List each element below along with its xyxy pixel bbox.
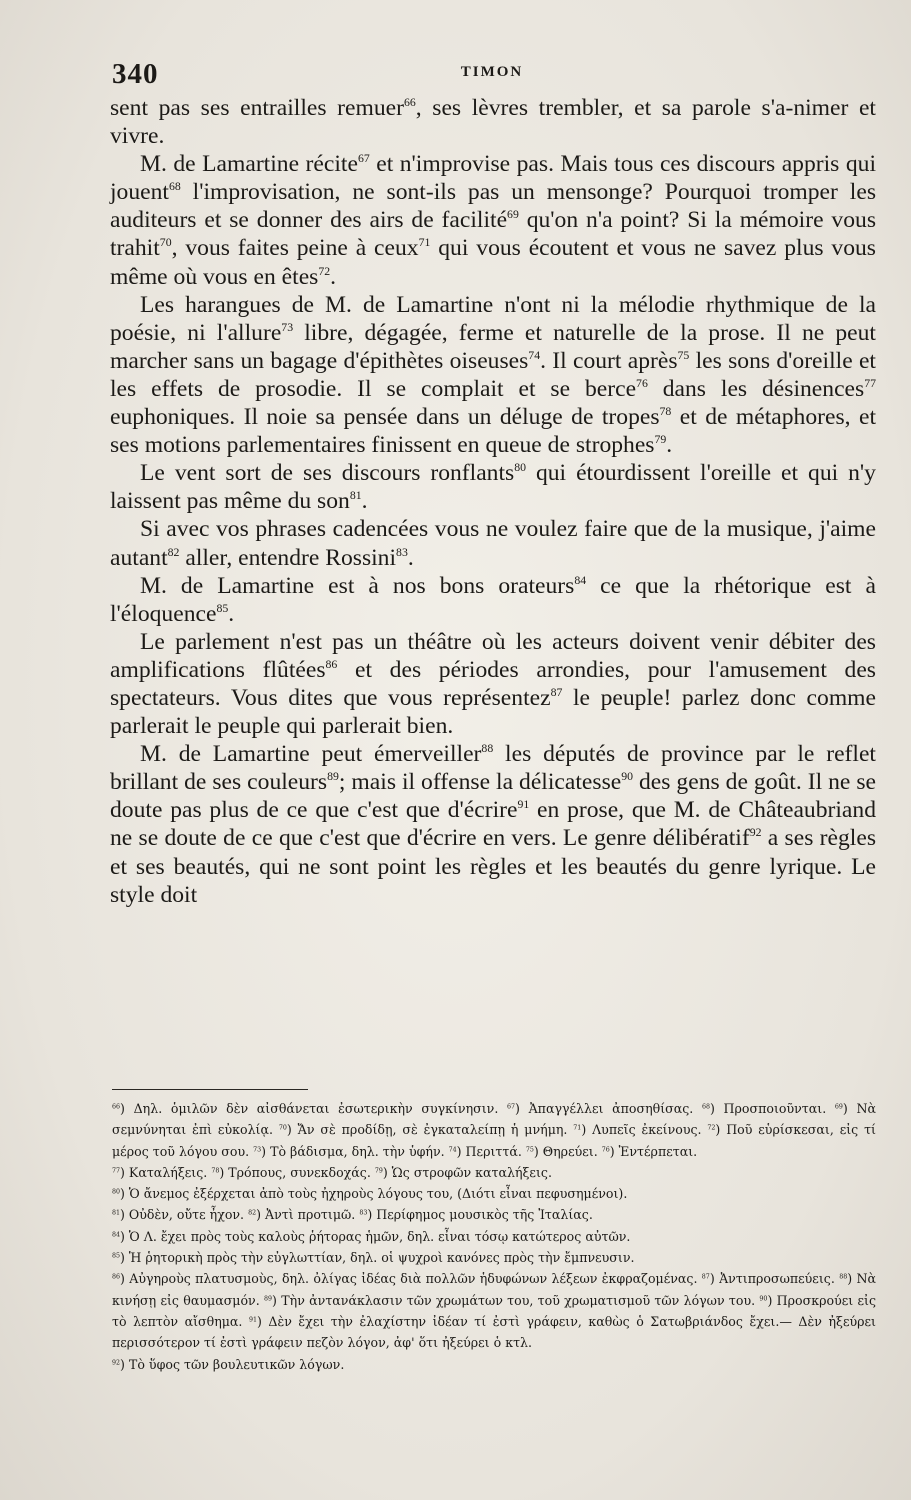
note-number: 70 [159,235,172,250]
text-run: ) Ἀντιπροσωπεύεις. [709,1271,840,1287]
text-run: ce que la rhétorique est à l'éloquence [110,572,876,627]
text-run: les sons d'oreille et les effets de prosodie. Il se complait et se berce [110,347,876,402]
note-number: 68 [168,179,181,194]
text-run: et n'improvise pas. Mais tous ces discours appris qui jouent [110,151,876,206]
footnote-line [112,1268,876,1353]
note-number: 76 [636,376,648,391]
text-run: et des périodes arrondies, pour l'amusement des spectateurs. Vous dites que vous représentez [110,656,876,711]
note-number: 69 [834,1103,843,1111]
note-number: 70 [278,1124,287,1132]
text-run: M. de Lamartine peut émerveiller [140,741,482,768]
text-run: . Il court après [540,347,678,374]
paragraph [110,740,876,909]
text-run: ) Περίφημος μουσικὸς τῆς Ἰταλίας. [367,1207,593,1223]
note-number: 68 [701,1103,710,1111]
text-run: ) Τὸ ὕφος τῶν βουλευτικῶν λόγων. [120,1356,345,1372]
text-run: en prose, que M. de Châteaubriand ne se doute de ce que c'est que d'écrire en vers. Le genre délibératif [110,797,876,852]
text-run: ) Οὐδὲν, οὔτε ἦχον. [120,1207,249,1223]
text-run: qui étourdissent l'oreille et qui n'y laissent pas même du son [110,460,876,515]
note-number: 73 [281,319,294,334]
note-number: 72 [318,263,331,278]
text-run: ) Ἐντέρπεται. [609,1143,698,1159]
note-number: 92 [112,1358,121,1366]
note-number: 78 [659,404,672,419]
text-run: Si avec vos phrases cadencées vous ne voulez faire que de la musique, j'aime autant [110,516,876,571]
note-number: 90 [621,769,634,784]
text-run: ) Ἀντὶ προτιμῶ. [256,1207,360,1223]
note-number: 89 [264,1294,273,1302]
footnote-rule [112,1089,308,1090]
note-number: 76 [601,1145,610,1153]
note-number: 71 [573,1124,582,1132]
text-run: ; mais il offense la délicatesse [338,769,622,796]
text-run: M. de Lamartine est à nos bons orateurs [140,572,575,599]
note-number: 85 [112,1252,121,1260]
text-run: qu'on n'a point? Si la mémoire vous trahit [110,207,876,262]
text-run: et de métaphores, et ses motions parlementaires finissent en queue de strophes [110,404,877,459]
text-run: ) Δηλ. ὁμιλῶν δὲν αἰσθάνεται ἐσωτερικὴν συγκίνησιν. [120,1101,507,1116]
note-number: 67 [506,1103,515,1111]
note-number: 82 [167,544,180,559]
note-number: 87 [701,1273,710,1281]
footnote-line [112,1098,876,1162]
note-number: 67 [357,151,370,166]
text-run: le peuple! parlez donc comme parlerait le peuple qui parlerait bien. [110,684,876,740]
text-run: ) Ποῦ εὑρίσκεσαι, εἰς τί μέρος τοῦ λόγου σου. [112,1122,876,1159]
text-run: ) Νὰ σεμνύνηται ἐπὶ εὐκολίᾳ. [112,1101,876,1138]
text-run: ) Προσποιοῦνται. [709,1101,835,1116]
paragraph [110,459,876,515]
note-number: 69 [507,207,519,222]
note-number: 87 [550,685,563,700]
body-text [110,94,876,909]
text-run: . [330,263,337,290]
note-number: 88 [481,741,494,756]
paragraph [110,628,876,740]
text-run: aller, entendre Rossini [179,544,397,571]
text-run: ) Λυπεῖς ἐκείνους. [581,1122,708,1138]
note-number: 89 [327,769,339,784]
paragraph [110,94,876,150]
text-run: dans les désinences [647,375,865,402]
paragraph [110,291,876,460]
text-run: ) Νὰ κινήσῃ εἰς θαυμασμόν. [112,1271,876,1308]
text-run: , vous faites peine à ceux [171,235,419,262]
paragraph [110,515,876,571]
paragraph [110,572,876,628]
text-run: ) Ἡ ῥητορικὴ πρὸς τὴν εὐγλωττίαν, δηλ. οἱ ψυχροὶ κανόνες πρὸς τὴν ἔμπνευσιν. [120,1250,635,1266]
text-run: des gens de goût. Il ne se doute pas plus de ce que c'est que d'écrire [110,769,876,824]
note-number: 85 [216,600,229,615]
note-number: 80 [112,1188,121,1196]
note-number: 86 [325,657,338,672]
note-number: 84 [574,572,587,587]
note-number: 91 [248,1316,257,1324]
note-number: 90 [759,1294,768,1302]
text-run: Le parlement n'est pas un théâtre où les acteurs doivent venir débiter des amplifications flûtées [110,628,876,683]
text-run: qui vous écoutent et vous ne savez plus vous même où vous en êtes [110,235,876,290]
text-run: M. de Lamartine récite [140,151,358,178]
note-number: 75 [525,1145,534,1153]
text-run: . [361,488,368,515]
text-run: ) Τὴν ἀντανάκλασιν τῶν χρωμάτων του, τοῦ χρωματισμοῦ τῶν λόγων του. [272,1292,760,1308]
text-run: ) Προσκρούει εἰς τὸ λεπτὸν αἴσθημα. [112,1292,877,1329]
text-run: ) Θηρεύει. [533,1143,602,1159]
note-number: 79 [654,432,667,447]
text-run: sent pas ses entrailles remuer [110,95,404,121]
note-number: 83 [359,1209,368,1217]
note-number: 83 [396,544,408,559]
note-number: 84 [112,1231,121,1239]
note-number: 81 [349,488,362,503]
note-number: 72 [707,1124,716,1132]
note-number: 82 [248,1209,257,1217]
footnote-line [112,1226,876,1247]
note-number: 74 [448,1145,457,1153]
page-number: 340 [112,58,159,90]
text-run: ) Δὲν ἔχει τὴν ἐλαχίστην ἰδέαν τί ἐστὶ γράφειν, καθὼς ὁ Σατωβριάνδος ἔχει.— Δὲν ἠξεύρει περισσότερον τί ἐστὶ γράφειν πεζὸν λόγον, ἀφ' ὅτι ἠξεύρει ὁ κτλ. [112,1313,876,1351]
note-number: 92 [749,825,762,840]
text-run: Les harangues de M. de Lamartine n'ont ni la mélodie rhythmique de la poésie, ni l'allure [110,291,876,346]
text-run: libre, dégagée, ferme et naturelle de la prose. Il ne peut marcher sans un bagage d'épithètes oiseuses [110,319,876,374]
text-run: . [407,544,414,571]
text-run: . [666,432,673,459]
text-run: a ses règles et ses beautés, qui ne sont point les règles et les beautés du genre lyrique. Le style doit [110,825,877,908]
text-run: l'improvisation, ne sont-ils pas un mensonge? Pourquoi tromper les auditeurs et se donner des airs de facilité [110,179,876,234]
note-number: 74 [528,348,541,362]
footnote-line [112,1162,876,1183]
paragraph [110,150,876,290]
note-number: 91 [517,797,530,812]
footnote-line [112,1247,876,1268]
note-number: 77 [112,1167,121,1175]
text-run: ) Τρόπους, συνεκδοχάς. [219,1164,375,1180]
note-number: 86 [112,1273,121,1281]
text-run: ) Περιττά. [456,1143,526,1159]
footnotes [112,1098,876,1375]
text-run: . [228,600,235,627]
note-number: 78 [211,1167,220,1175]
footnote-line [112,1204,876,1225]
note-number: 71 [418,235,431,250]
note-number: 75 [677,348,690,362]
text-run: les députés de province par le reflet brillant de ses couleurs [110,741,876,796]
note-number: 66 [403,95,416,110]
text-run: ) Αὐγηροὺς πλατυσμοὺς, δηλ. ὀλίγας ἰδέας διὰ πολλῶν ἡδυφώνων λέξεων ἐκφραζομένας. [120,1271,702,1287]
text-run: ) Καταλήξεις. [120,1164,212,1180]
note-number: 73 [253,1145,262,1153]
footnote-line [112,1183,876,1204]
text-run: Le vent sort de ses discours ronflants [140,460,515,487]
text-run: ) Ἀπαγγέλλει ἀποσηθίσας. [515,1101,702,1116]
note-number: 77 [864,376,876,391]
note-number: 66 [112,1103,121,1111]
text-run: euphoniques. Il noie sa pensée dans un déluge de tropes [110,404,660,431]
note-number: 79 [374,1167,383,1175]
note-number: 80 [514,460,527,475]
text-run: ) Ὡς στροφῶν καταλήξεις. [382,1164,552,1180]
note-number: 88 [839,1273,848,1281]
note-number: 81 [112,1209,121,1217]
text-run: , ses lèvres trembler, et sa parole s'a-nimer et vivre. [110,95,876,150]
text-run: ) Τὸ βάδισμα, δηλ. τὴν ὑφήν. [261,1143,449,1159]
text-run: ) Ὁ ἄνεμος ἐξέρχεται ἀπὸ τοὺς ἠχηροὺς λόγους του, (Διότι εἶναι πεφυσημένοι). [120,1186,628,1202]
footnote-line [112,1354,876,1375]
page-header [108,52,876,92]
running-title: TIMON [460,64,524,80]
text-run: ) Ἄν σὲ προδίδῃ, σὲ ἐγκαταλείπῃ ἡ μνήμη. [286,1122,574,1138]
text-run: ) Ὁ Λ. ἔχει πρὸς τοὺς καλοὺς ῥήτορας ἡμῶν, δηλ. εἶναι τόσῳ κατώτερος αὐτῶν. [120,1228,631,1244]
